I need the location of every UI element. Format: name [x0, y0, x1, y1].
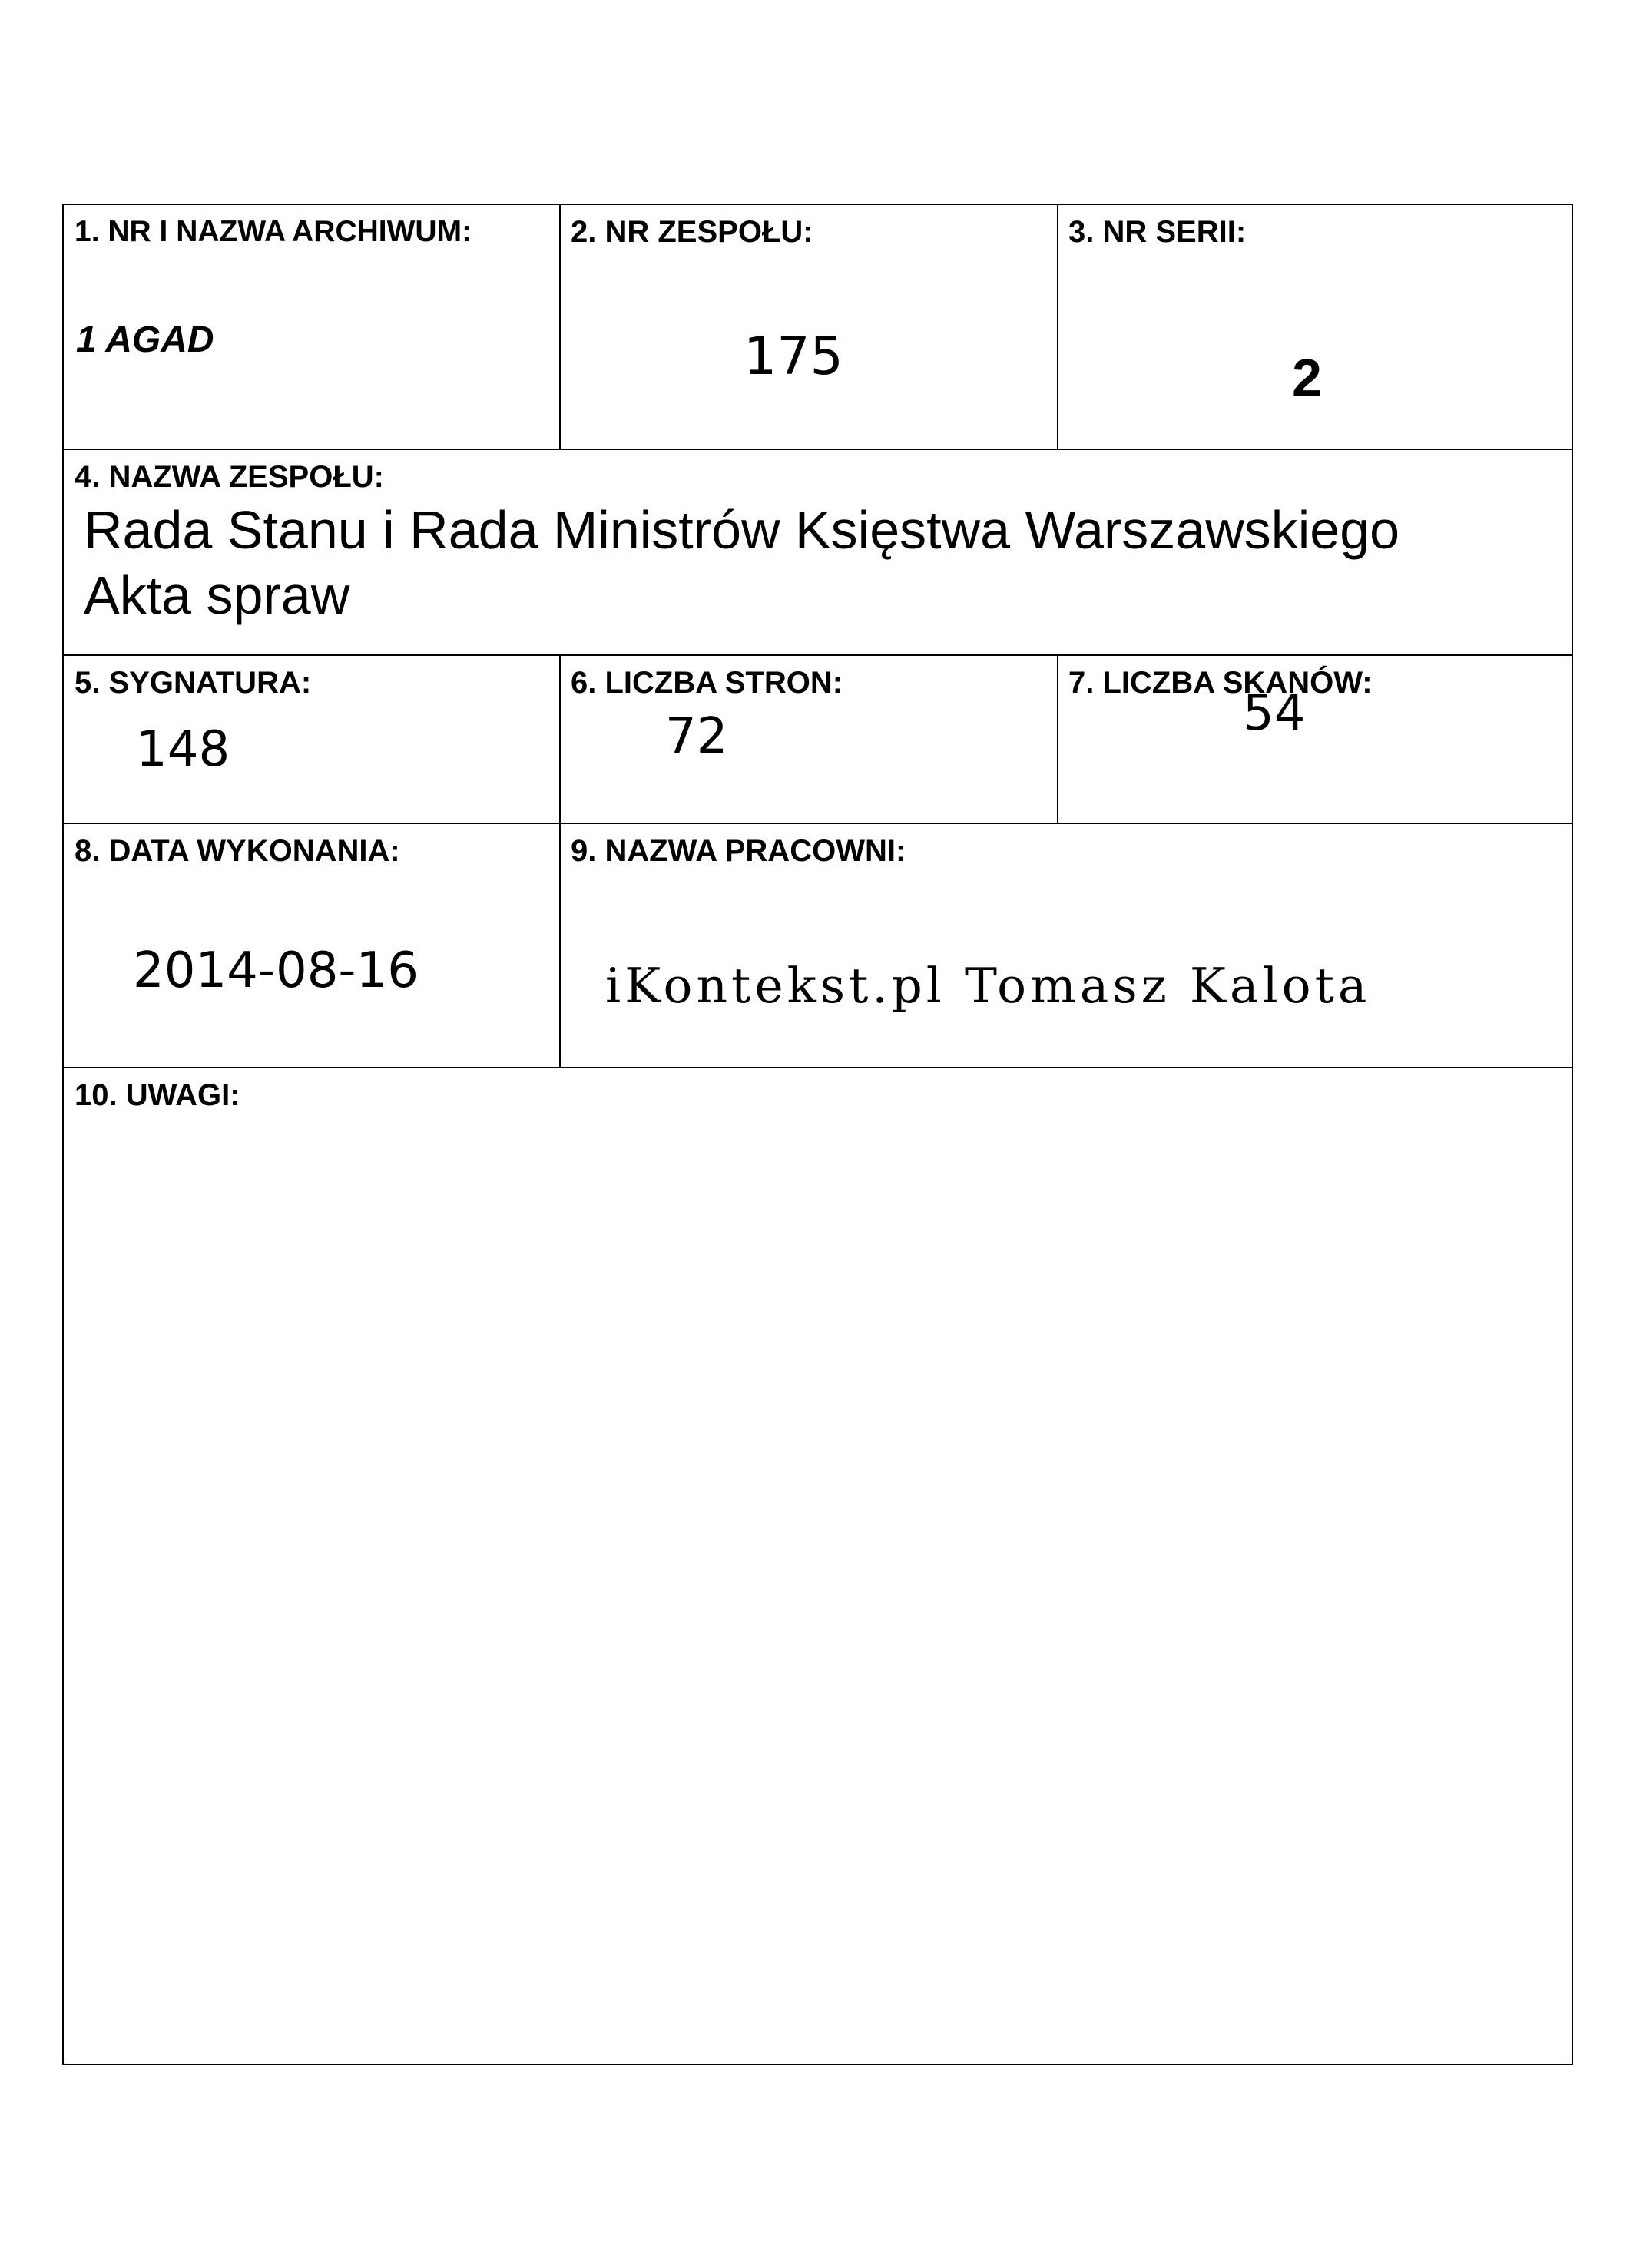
signature-value: 148 [136, 721, 230, 778]
series-number-cell [1058, 205, 1572, 449]
date-label: 8. DATA WYKONANIA: [75, 834, 400, 868]
series-number-value: 2 [1292, 348, 1322, 408]
remarks-label: 10. UWAGI: [75, 1078, 240, 1112]
fonds-number-label: 2. NR ZESPOŁU: [571, 215, 813, 249]
workshop-value: iKontekst.pl Tomasz Kalota [605, 958, 1371, 1014]
scans-count-label: 7. LICZBA SKANÓW: [1068, 666, 1373, 700]
remarks-cell [64, 1068, 1572, 2064]
workshop-label: 9. NAZWA PRACOWNI: [571, 834, 906, 868]
workshop-cell [561, 824, 1572, 1067]
date-cell [64, 824, 559, 1067]
signature-label: 5. SYGNATURA: [75, 666, 312, 700]
pages-count-cell [561, 656, 1057, 823]
fonds-name-label: 4. NAZWA ZESPOŁU: [75, 460, 384, 494]
fonds-number-value: 175 [744, 326, 843, 387]
series-number-label: 3. NR SERII: [1068, 215, 1247, 249]
archive-cell [64, 205, 559, 449]
fonds-number-cell [561, 205, 1057, 449]
pages-count-value: 72 [665, 708, 728, 765]
scans-count-value: 54 [1243, 685, 1306, 742]
archive-value: 1 AGAD [76, 320, 214, 360]
pages-count-label: 6. LICZBA STRON: [571, 666, 843, 700]
fonds-name-cell [64, 450, 1572, 654]
fonds-name-line-1: Rada Stanu i Rada Ministrów Księstwa Warszawskiego [84, 500, 1400, 560]
fonds-name-line-2: Akta spraw [84, 565, 350, 625]
archival-metadata-form [62, 204, 1573, 2065]
scans-count-cell [1058, 656, 1572, 823]
archive-label: 1. NR I NAZWA ARCHIWUM: [75, 215, 472, 248]
date-value: 2014-08-16 [133, 942, 419, 999]
signature-cell [64, 656, 559, 823]
